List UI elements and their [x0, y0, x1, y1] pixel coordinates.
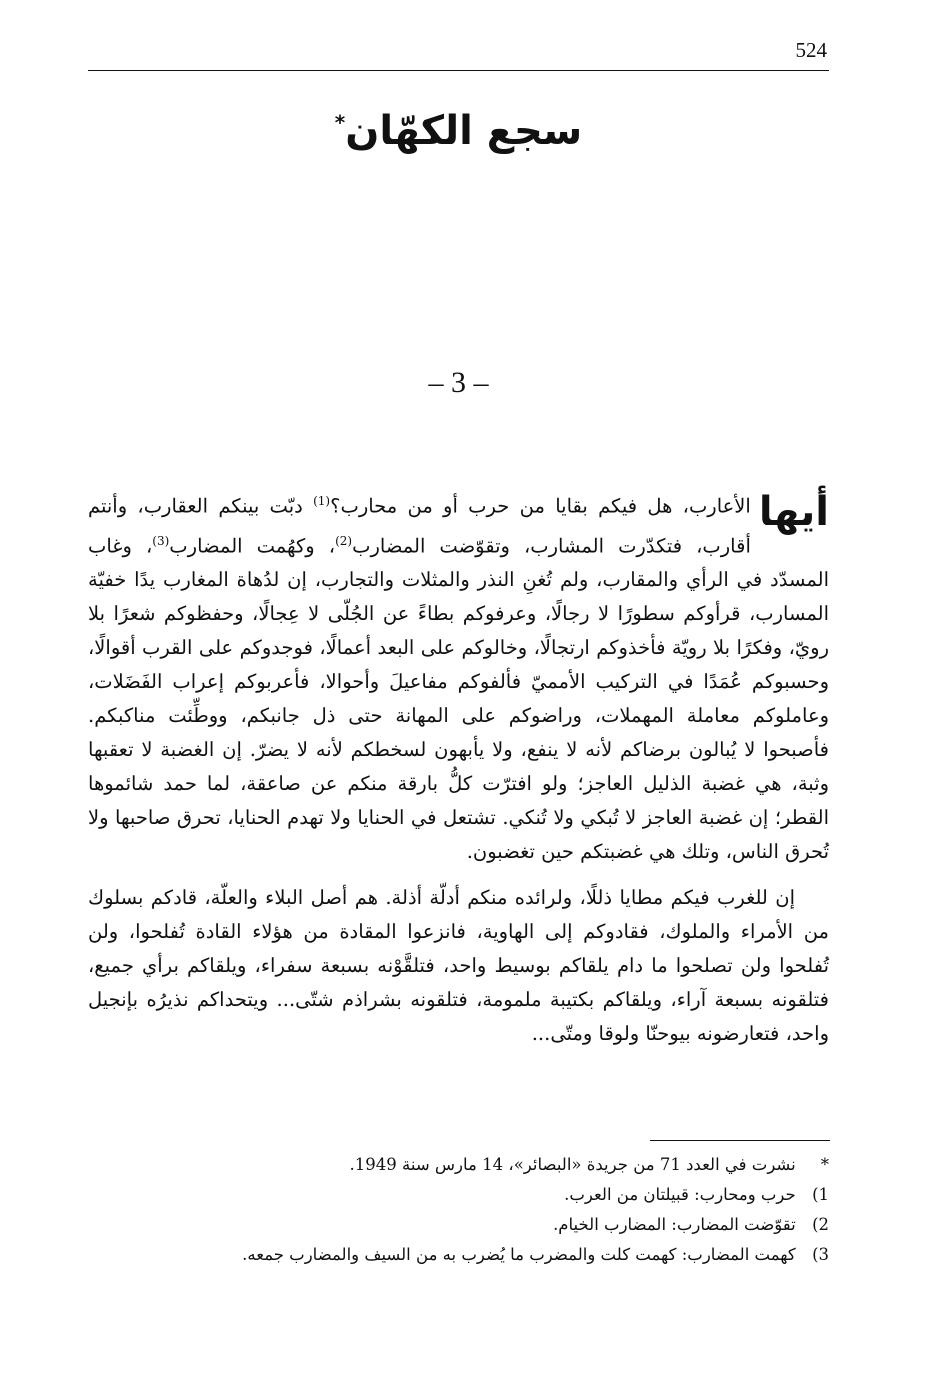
paragraph-1-part-d: ، وغاب المسدّد في الرأي والمقارب، ولم تُغنِ النذر والمثلات والتجارب، إن لدُهاة المغارب يدًا خفيّة المسارب، قرأوكم سطورًا لا رجالًا، وعرفوكم بطاءً عن الجُلّى لا عِجالًا، وحفظوكم شعرًا بلا رويّ، وفكرًا بلا رويّة فأخذوكم ارتجالًا، وخالوكم على البعد أعمالًا، فوجدوكم على القرب أقوالًا، وحسبوكم عُمَدًا في التركيب الأمميّ فألفوكم مفاعيلَ وأحوالا، فأعربوكم إعراب الفَضَلات، وعاملوكم معاملة المهملات، وراضوكم على المهانة حتى ذل جانبكم، ووطِّئت مناكبكم. فأصبحوا لا يُبالون برضاكم لأنه لا ينفع، ولا يأبهون لسخطكم لأنه لا يضرّ. إن الغضبة لا تعقبها وثبة، هي غضبة الذليل العاجز؛ ولو افترّت كلُّ بارقة منكم عن صاعقة، لما حمد شائموها القطر؛ إن غضبة العاجز لا تُبكي ولا تُنكي. تشتعل في الحنايا ولا تهدم الحنايا، تحرق صاحبها ولا تُحرق الناس، وتلك هي غضبتكم حين تغضبون. — [88, 534, 829, 863]
footnote-text: كهمت المضارب: كهمت كلت والمضرب ما يُضرب به من السيف والمضارب جمعه. — [242, 1245, 796, 1264]
paragraph-2: إن للغرب فيكم مطايا ذللًا، ولرائده منكم أدلّة أذلة. هم أصل البلاء والعلّة، قادكم بسلوك من الأمراء والملوك، فقادوكم إلى الهاوية، فانزعوا المقادة من هؤلاء القادة تُفلحوا، ولن تُفلحوا ولن تصلحوا ما دام يلقاكم بوسيط واحد، فتلقَّوْنه بسبعة سفراء، ويلقاكم برأي جميع، فتلقونه بسبعة آراء، ويلقاكم بكتيبة ملمومة، فتلقونه بشراذم شتّى... ويتحداكم نذيرُه بإنجيل واحد، فتعارضونه بيوحنّا ولوقا ومتّى... — [88, 886, 829, 1045]
footnote-ref-3: (3) — [152, 533, 170, 548]
footnote-text: حرب ومحارب: قبيلتان من العرب. — [564, 1185, 796, 1204]
footnote-mark: * — [820, 1155, 829, 1174]
footnote-3 — [88, 1240, 829, 1270]
page-title — [88, 108, 829, 154]
header-rule — [88, 70, 829, 71]
title-footnote-mark: * — [334, 110, 346, 135]
page-number: 524 — [795, 38, 827, 62]
footnote-star — [88, 1150, 829, 1180]
footnotes — [88, 1150, 829, 1270]
footnote-2 — [88, 1210, 829, 1240]
footnote-1 — [88, 1180, 829, 1210]
paragraph-1-part-b: دبّت بينكم العقارب، وأنتم أقارب، فتكدّرت المشارب، وتقوّضت المضارب — [88, 494, 751, 557]
paragraph-1-part-c: ، وكهُمت المضارب — [169, 534, 336, 557]
article-body — [88, 484, 829, 1063]
footnote-mark: 3) — [812, 1245, 829, 1264]
paragraph-1 — [88, 484, 829, 869]
footnote-ref-2: (2) — [335, 533, 353, 548]
title-text: سجع الكهّان — [345, 108, 583, 154]
footnote-rule — [650, 1140, 830, 1141]
footnote-mark: 2) — [812, 1215, 829, 1234]
lead-word: أيها — [758, 489, 829, 535]
paragraph-1-part-a: الأعارب، هل فيكم بقايا من حرب أو من محارب؟ — [330, 494, 751, 518]
footnote-mark: 1) — [812, 1185, 829, 1204]
footnote-text: نشرت في العدد 71 من جريدة «البصائر»، 14 مارس سنة 1949. — [349, 1155, 796, 1174]
footnote-text: تقوّضت المضارب: المضارب الخيام. — [553, 1215, 796, 1234]
footnote-ref-1: (1) — [313, 494, 331, 508]
section-number: – 3 – — [428, 366, 489, 399]
